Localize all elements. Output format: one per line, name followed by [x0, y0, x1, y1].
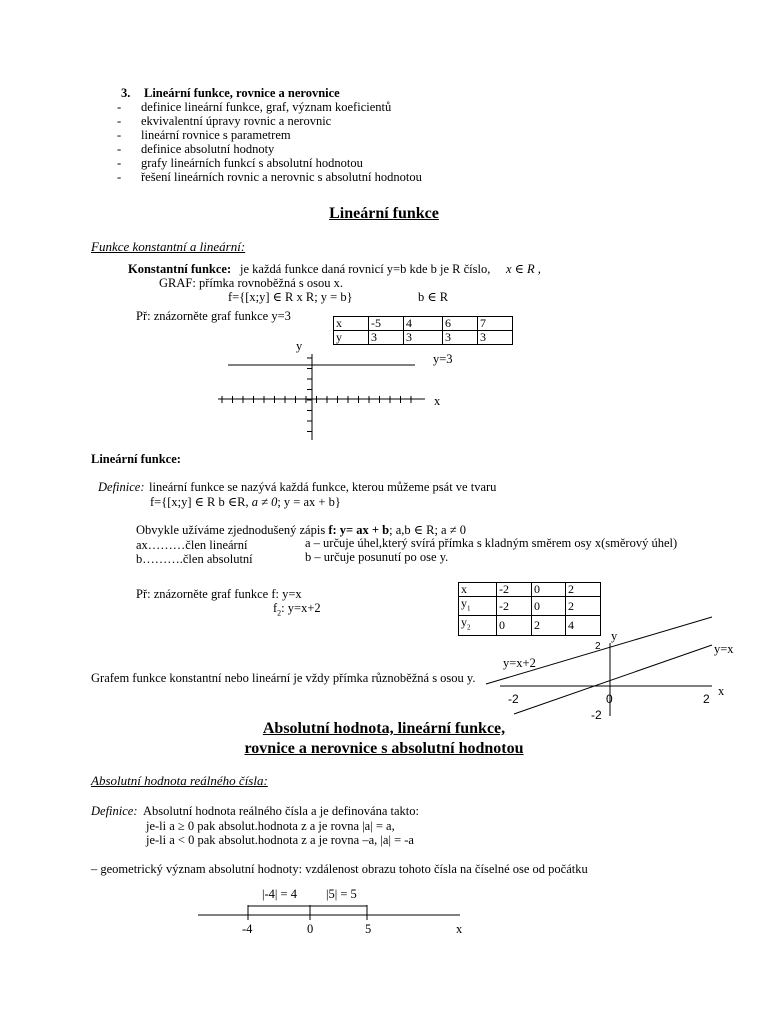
- const-text: je každá funkce daná rovnicí y=b kde b je R číslo,: [240, 262, 491, 276]
- table-cell: -2: [497, 583, 532, 597]
- graph2-tick-yminus2: -2: [591, 708, 602, 722]
- table-row: [459, 583, 601, 597]
- set-part: f={[x;y] ∈ R b ∈R,: [150, 495, 249, 509]
- table-cell: x: [334, 317, 369, 331]
- const-condition: x ∈ R ,: [506, 262, 541, 276]
- heading-absolute-value-2: rovnice a nerovnice s absolutní hodnotou: [244, 740, 524, 757]
- list-bullet: -: [117, 156, 122, 170]
- list-bullet: -: [117, 114, 122, 128]
- linear-usual-notation: [136, 524, 466, 537]
- list-bullet: -: [117, 100, 122, 114]
- list-item: grafy lineárních funkcí s absolutní hodnotou: [141, 156, 363, 170]
- table-cell: 2: [566, 583, 601, 597]
- graph2-label-f1: y=x: [714, 642, 734, 656]
- table-cell: 4: [404, 317, 443, 331]
- table-row: [459, 597, 601, 616]
- coef-a-desc: a – určuje úhel,který svírá přímka s kladným směrem osy x(směrový úhel): [305, 536, 678, 550]
- table-cell: $y_2$: [459, 616, 497, 635]
- list-item: řešení lineárních rovnic a nerovnic s absolutní hodnotou: [141, 170, 422, 184]
- abs-geometric-meaning: – geometrický význam absolutní hodnoty: vzdálenost obrazu tohoto čísla na číselné ose od počátku: [91, 862, 588, 876]
- number-line-tick-minus4: -4: [242, 922, 253, 936]
- linear-def-label: Definice:: [98, 480, 145, 494]
- list-item: ekvivalentní úpravy rovnic a nerovnic: [141, 114, 332, 128]
- graph2-x-label: x: [718, 684, 725, 698]
- table-cell: 2: [566, 597, 601, 616]
- abs-case-negative: je-li a < 0 pak absolut.hodnota z a je rovna –a, |a| = -a: [146, 833, 414, 847]
- const-set-def: f={[x;y] ∈ R x R; y = b}: [228, 290, 353, 304]
- graph1-line-label: y=3: [433, 352, 453, 366]
- linear-example-f1: Př: znázorněte graf funkce f: y=x: [136, 587, 302, 601]
- table-cell: $y_1$: [459, 597, 497, 616]
- table-cell: 6: [443, 317, 478, 331]
- number-line-tick-5: 5: [365, 922, 372, 936]
- table-cell: 3: [478, 331, 513, 345]
- table-cell: y: [334, 331, 369, 345]
- table-cell: -2: [497, 597, 532, 616]
- list-bullet: -: [117, 128, 122, 142]
- notation-text: Obvykle užíváme zjednodušený zápis: [136, 523, 326, 537]
- subheading-absolute-real: Absolutní hodnota reálného čísla:: [91, 773, 268, 788]
- abs-case-nonnegative: je-li a ≥ 0 pak absolut.hodnota z a je rovna |a| = a,: [146, 819, 395, 833]
- notation-cond: ; a,b ∈ R; a ≠ 0: [389, 523, 466, 537]
- table-cell: x: [459, 583, 497, 597]
- linear-heading: Lineární funkce:: [91, 452, 181, 466]
- const-label: Konstantní funkce:: [128, 262, 232, 276]
- absolute-term: b……….člen absolutní: [136, 552, 253, 566]
- linear-example-f2: [273, 602, 321, 618]
- linear-set-def: [150, 496, 341, 509]
- line-f1: [514, 645, 712, 714]
- section-title: Lineární funkce, rovnice a nerovnice: [144, 86, 340, 100]
- list-item: definice absolutní hodnoty: [141, 142, 275, 156]
- abs-label-minus4: |-4| = 4: [262, 887, 297, 901]
- list-bullet: -: [117, 170, 122, 184]
- linear-term: ax………člen lineární: [136, 538, 248, 552]
- graph2-origin: 0: [606, 692, 613, 706]
- heading-absolute-value: Absolutní hodnota, lineární funkce,: [262, 720, 506, 737]
- const-graph-desc: GRAF: přímka rovnoběžná s osou x.: [159, 276, 344, 290]
- graph2-tick-x2: 2: [703, 692, 710, 706]
- list-bullet: -: [117, 142, 122, 156]
- table-cell: 2: [532, 616, 566, 635]
- coef-b-desc: b – určuje posunutí po ose y.: [305, 550, 449, 564]
- set-condition: a ≠ 0: [251, 495, 278, 509]
- list-item: definice lineární funkce, graf, význam koeficientů: [141, 100, 392, 114]
- abs-def-text: Absolutní hodnota reálného čísla a je definována takto:: [143, 804, 419, 818]
- table-cell: 3: [404, 331, 443, 345]
- notation-formula: f: y= ax + b: [328, 523, 390, 537]
- y-axis-ticks: [307, 358, 312, 432]
- abs-def-label: Definice:: [91, 804, 138, 818]
- table-cell: 7: [478, 317, 513, 331]
- linear-def-text: lineární funkce se nazývá každá funkce, kterou můžeme psát ve tvaru: [149, 480, 497, 494]
- graph1-y-label: y: [296, 339, 303, 353]
- table-cell: 0: [497, 616, 532, 635]
- f2-subscript: 2: [277, 608, 282, 618]
- number-line-tick-0: 0: [307, 922, 314, 936]
- graph2-tick-xminus2: -2: [508, 692, 519, 706]
- table-cell: 4: [566, 616, 601, 635]
- list-item: lineární rovnice s parametrem: [141, 128, 291, 142]
- const-b-domain: b ∈ R: [418, 290, 449, 304]
- subheading-const-linear: Funkce konstantní a lineární:: [91, 239, 246, 254]
- graph2-y-label: y: [611, 629, 618, 643]
- section-number: 3.: [121, 86, 131, 100]
- table-cell: 0: [532, 583, 566, 597]
- table-row: [459, 616, 601, 635]
- table-cell: 0: [532, 597, 566, 616]
- linear-value-table: [458, 582, 601, 636]
- table-cell: -5: [369, 317, 404, 331]
- graph2-tick-y2: 2: [595, 641, 601, 652]
- set-part: ; y = ax + b}: [277, 495, 341, 509]
- heading-linear-function: Lineární funkce: [329, 205, 439, 222]
- table-cell: 3: [443, 331, 478, 345]
- f2-rule: : y=x+2: [281, 601, 321, 615]
- number-line-axis-label: x: [456, 922, 463, 936]
- table-cell: 3: [369, 331, 404, 345]
- abs-label-5: |5| = 5: [326, 887, 357, 901]
- graph1-x-label: x: [434, 394, 441, 408]
- f2-name: f: [273, 601, 278, 615]
- linear-conclusion: Grafem funkce konstantní nebo lineární je vždy přímka různoběžná s osou y.: [91, 671, 476, 685]
- graph2-label-f2: y=x+2: [503, 656, 536, 670]
- const-example: Př: znázorněte graf funkce y=3: [136, 309, 291, 323]
